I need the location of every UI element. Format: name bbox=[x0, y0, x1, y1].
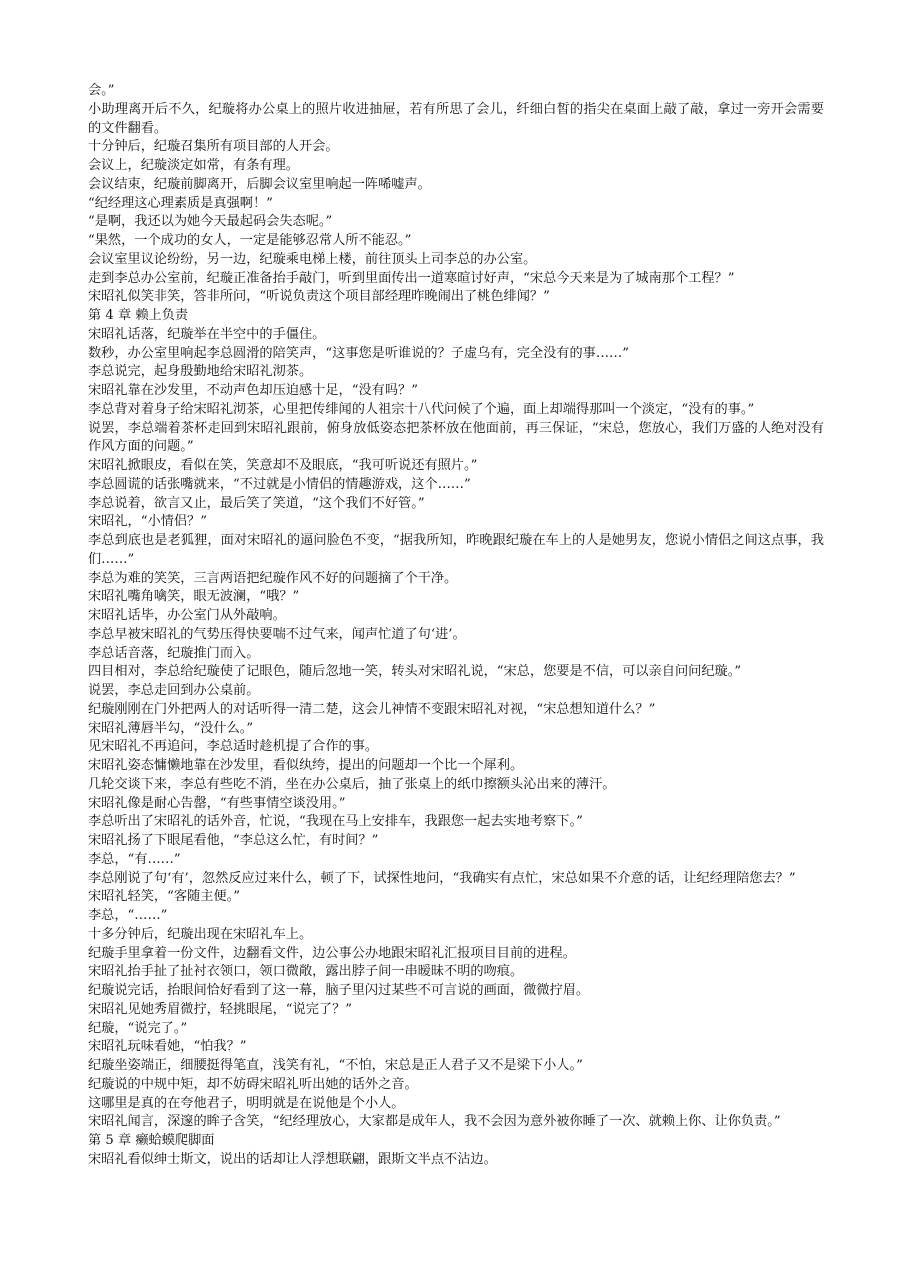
paragraph: 李总为难的笑笑，三言两语把纪璇作风不好的问题摘了个干净。 bbox=[88, 570, 458, 586]
paragraph: 说罢，李总端着茶杯走回到宋昭礼跟前，俯身放低姿态把茶杯放在他面前，再三保证，“宋总，您放心，我们万盛的人绝对没有作风方面的问题。” bbox=[88, 420, 824, 455]
paragraph: 李总圆谎的话张嘴就来，“不过就是小情侣的情趣游戏，这个……” bbox=[88, 476, 471, 492]
paragraph: “纪经理这心理素质是真强啊！” bbox=[88, 195, 273, 211]
paragraph: 四目相对，李总给纪璇使了记眼色，随后忽地一笑，转头对宋昭礼说，“宋总，您要是不信，可以亲自问问纪璇。” bbox=[88, 664, 742, 680]
paragraph: 宋昭礼闻言，深邃的眸子含笑，“纪经理放心，大家都是成年人，我不会因为意外被你睡了一次、就赖上你、让你负责。” bbox=[88, 1114, 781, 1130]
paragraph: 宋昭礼掀眼皮，看似在笑，笑意却不及眼底，“我可听说还有照片。” bbox=[88, 458, 478, 473]
paragraph: “果然，一个成功的女人，一定是能够忍常人所不能忍。” bbox=[88, 233, 412, 248]
paragraph: 李总听出了宋昭礼的话外音，忙说，“我现在马上安排车，我跟您一起去实地考察下。” bbox=[88, 814, 583, 830]
chapter-heading: 第 5 章 癞蛤蟆爬脚面 bbox=[88, 1133, 215, 1148]
paragraph: 十分钟后，纪璇召集所有项目部的人开会。 bbox=[88, 139, 339, 155]
paragraph: 纪璇说的中规中矩，却不妨碍宋昭礼听出她的话外之音。 bbox=[88, 1076, 418, 1092]
paragraph: 李总到底也是老狐狸，面对宋昭礼的逼问脸色不变，“据我所知，昨晚跟纪璇在车上的人是她男友，您说小情侣之间这点事，我们……” bbox=[88, 533, 824, 567]
paragraph: 宋昭礼抬手扯了扯衬衣领口，领口微敞，露出脖子间一串暧昧不明的吻痕。 bbox=[88, 964, 524, 980]
paragraph: 宋昭礼玩味看她，“怕我？” bbox=[88, 1039, 247, 1055]
paragraph: 会议结束，纪璇前脚离开，后脚会议室里响起一阵唏嘘声。 bbox=[88, 176, 431, 192]
paragraph: 李总话音落，纪璇推门而入。 bbox=[88, 645, 260, 661]
paragraph: 宋昭礼话毕，办公室门从外敲响。 bbox=[88, 608, 286, 623]
paragraph: 宋昭礼看似绅士斯文，说出的话却让人浮想联翩，跟斯文半点不沾边。 bbox=[88, 1151, 497, 1167]
paragraph: 李总，“……” bbox=[88, 908, 168, 923]
paragraph: 数秒，办公室里响起李总圆滑的陪笑声，“这事您是听谁说的？子虚乌有，完全没有的事……” bbox=[88, 345, 629, 361]
paragraph: 十多分钟后，纪璇出现在宋昭礼车上。 bbox=[88, 926, 313, 942]
paragraph: 李总早被宋昭礼的气势压得快要喘不过气来，闻声忙道了句‘进’。 bbox=[88, 626, 466, 642]
paragraph: 纪璇，“说完了。” bbox=[88, 1020, 188, 1036]
paragraph: 纪璇手里拿着一份文件，边翻看文件，边公事公办地跟宋昭礼汇报项目目前的进程。 bbox=[88, 945, 576, 961]
paragraph: 李总说完，起身殷勤地给宋昭礼沏茶。 bbox=[88, 364, 313, 380]
paragraph: 宋昭礼，“小情侣？” bbox=[88, 514, 207, 530]
document-page bbox=[88, 82, 824, 1170]
paragraph: 李总，“有……” bbox=[88, 851, 181, 867]
paragraph: 这哪里是真的在夸他君子，明明就是在说他是个小人。 bbox=[88, 1095, 405, 1111]
paragraph: 宋昭礼像是耐心告罄，“有些事情空谈没用。” bbox=[88, 795, 346, 811]
chapter-heading: 第 4 章 赖上负责 bbox=[88, 308, 189, 323]
paragraph: 宋昭礼轻笑，“客随主便。” bbox=[88, 889, 240, 905]
paragraph: “是啊，我还以为她今天最起码会失态呢。” bbox=[88, 214, 333, 230]
paragraph: 纪璇坐姿端正，细腰挺得笔直，浅笑有礼，“不怕，宋总是正人君子又不是梁下小人。” bbox=[88, 1058, 583, 1073]
paragraph: 宋昭礼见她秀眉微拧，轻挑眼尾，“说完了？” bbox=[88, 1001, 353, 1017]
paragraph: 宋昭礼薄唇半勾，“没什么。” bbox=[88, 720, 254, 736]
paragraph: 李总刚说了句‘有’，忽然反应过来什么，顿了下，试探性地问，“我确实有点忙，宋总如果不介意的话，让纪经理陪您去？” bbox=[88, 870, 796, 886]
paragraph: 会议上，纪璇淡定如常，有条有理。 bbox=[88, 158, 299, 173]
paragraph: 纪璇说完话，抬眼间恰好看到了这一幕，脑子里闪过某些不可言说的画面，微微拧眉。 bbox=[88, 983, 590, 998]
paragraph: 纪璇刚刚在门外把两人的对话听得一清二楚，这会儿神情不变跟宋昭礼对视，“宋总想知道什么？” bbox=[88, 701, 656, 717]
paragraph: 会议室里议论纷纷，另一边，纪璇乘电梯上楼，前往顶头上司李总的办公室。 bbox=[88, 251, 537, 267]
paragraph: 几轮交谈下来，李总有些吃不消，坐在办公桌后，抽了张桌上的纸巾擦额头沁出来的薄汗。 bbox=[88, 776, 616, 792]
paragraph: 李总背对着身子给宋昭礼沏茶，心里把传绯闻的人祖宗十八代问候了个遍，面上却端得那叫一个淡定，“没有的事。” bbox=[88, 401, 755, 417]
paragraph: 宋昭礼话落，纪璇举在半空中的手僵住。 bbox=[88, 326, 326, 342]
paragraph: 李总说着，欲言又止，最后笑了笑道，“这个我们不好管。” bbox=[88, 495, 425, 511]
paragraph: 见宋昭礼不再追问，李总适时趁机提了合作的事。 bbox=[88, 739, 379, 755]
paragraph: 宋昭礼姿态慵懒地靠在沙发里，看似纨绔，提出的问题却一个比一个犀利。 bbox=[88, 758, 524, 773]
paragraph: 走到李总办公室前，纪璇正准备抬手敲门，听到里面传出一道寒暄讨好声，“宋总今天来是为了城南那个工程？” bbox=[88, 270, 735, 286]
paragraph: 宋昭礼似笑非笑，答非所问，“听说负责这个项目部经理昨晚闹出了桃色绯闻？” bbox=[88, 289, 550, 305]
paragraph: 说罢，李总走回到办公桌前。 bbox=[88, 683, 260, 698]
paragraph: 会。” bbox=[88, 83, 115, 98]
paragraph: 宋昭礼嘴角噙笑，眼无波澜，“哦？” bbox=[88, 589, 300, 605]
paragraph: 小助理离开后不久，纪璇将办公桌上的照片收进抽屉，若有所思了会儿，纤细白皙的指尖在桌面上敲了敲，拿过一旁开会需要的文件翻看。 bbox=[88, 101, 824, 136]
paragraph: 宋昭礼扬了下眼尾看他，“李总这么忙，有时间？” bbox=[88, 833, 379, 848]
paragraph: 宋昭礼靠在沙发里，不动声色却压迫感十足，“没有吗？” bbox=[88, 383, 418, 398]
